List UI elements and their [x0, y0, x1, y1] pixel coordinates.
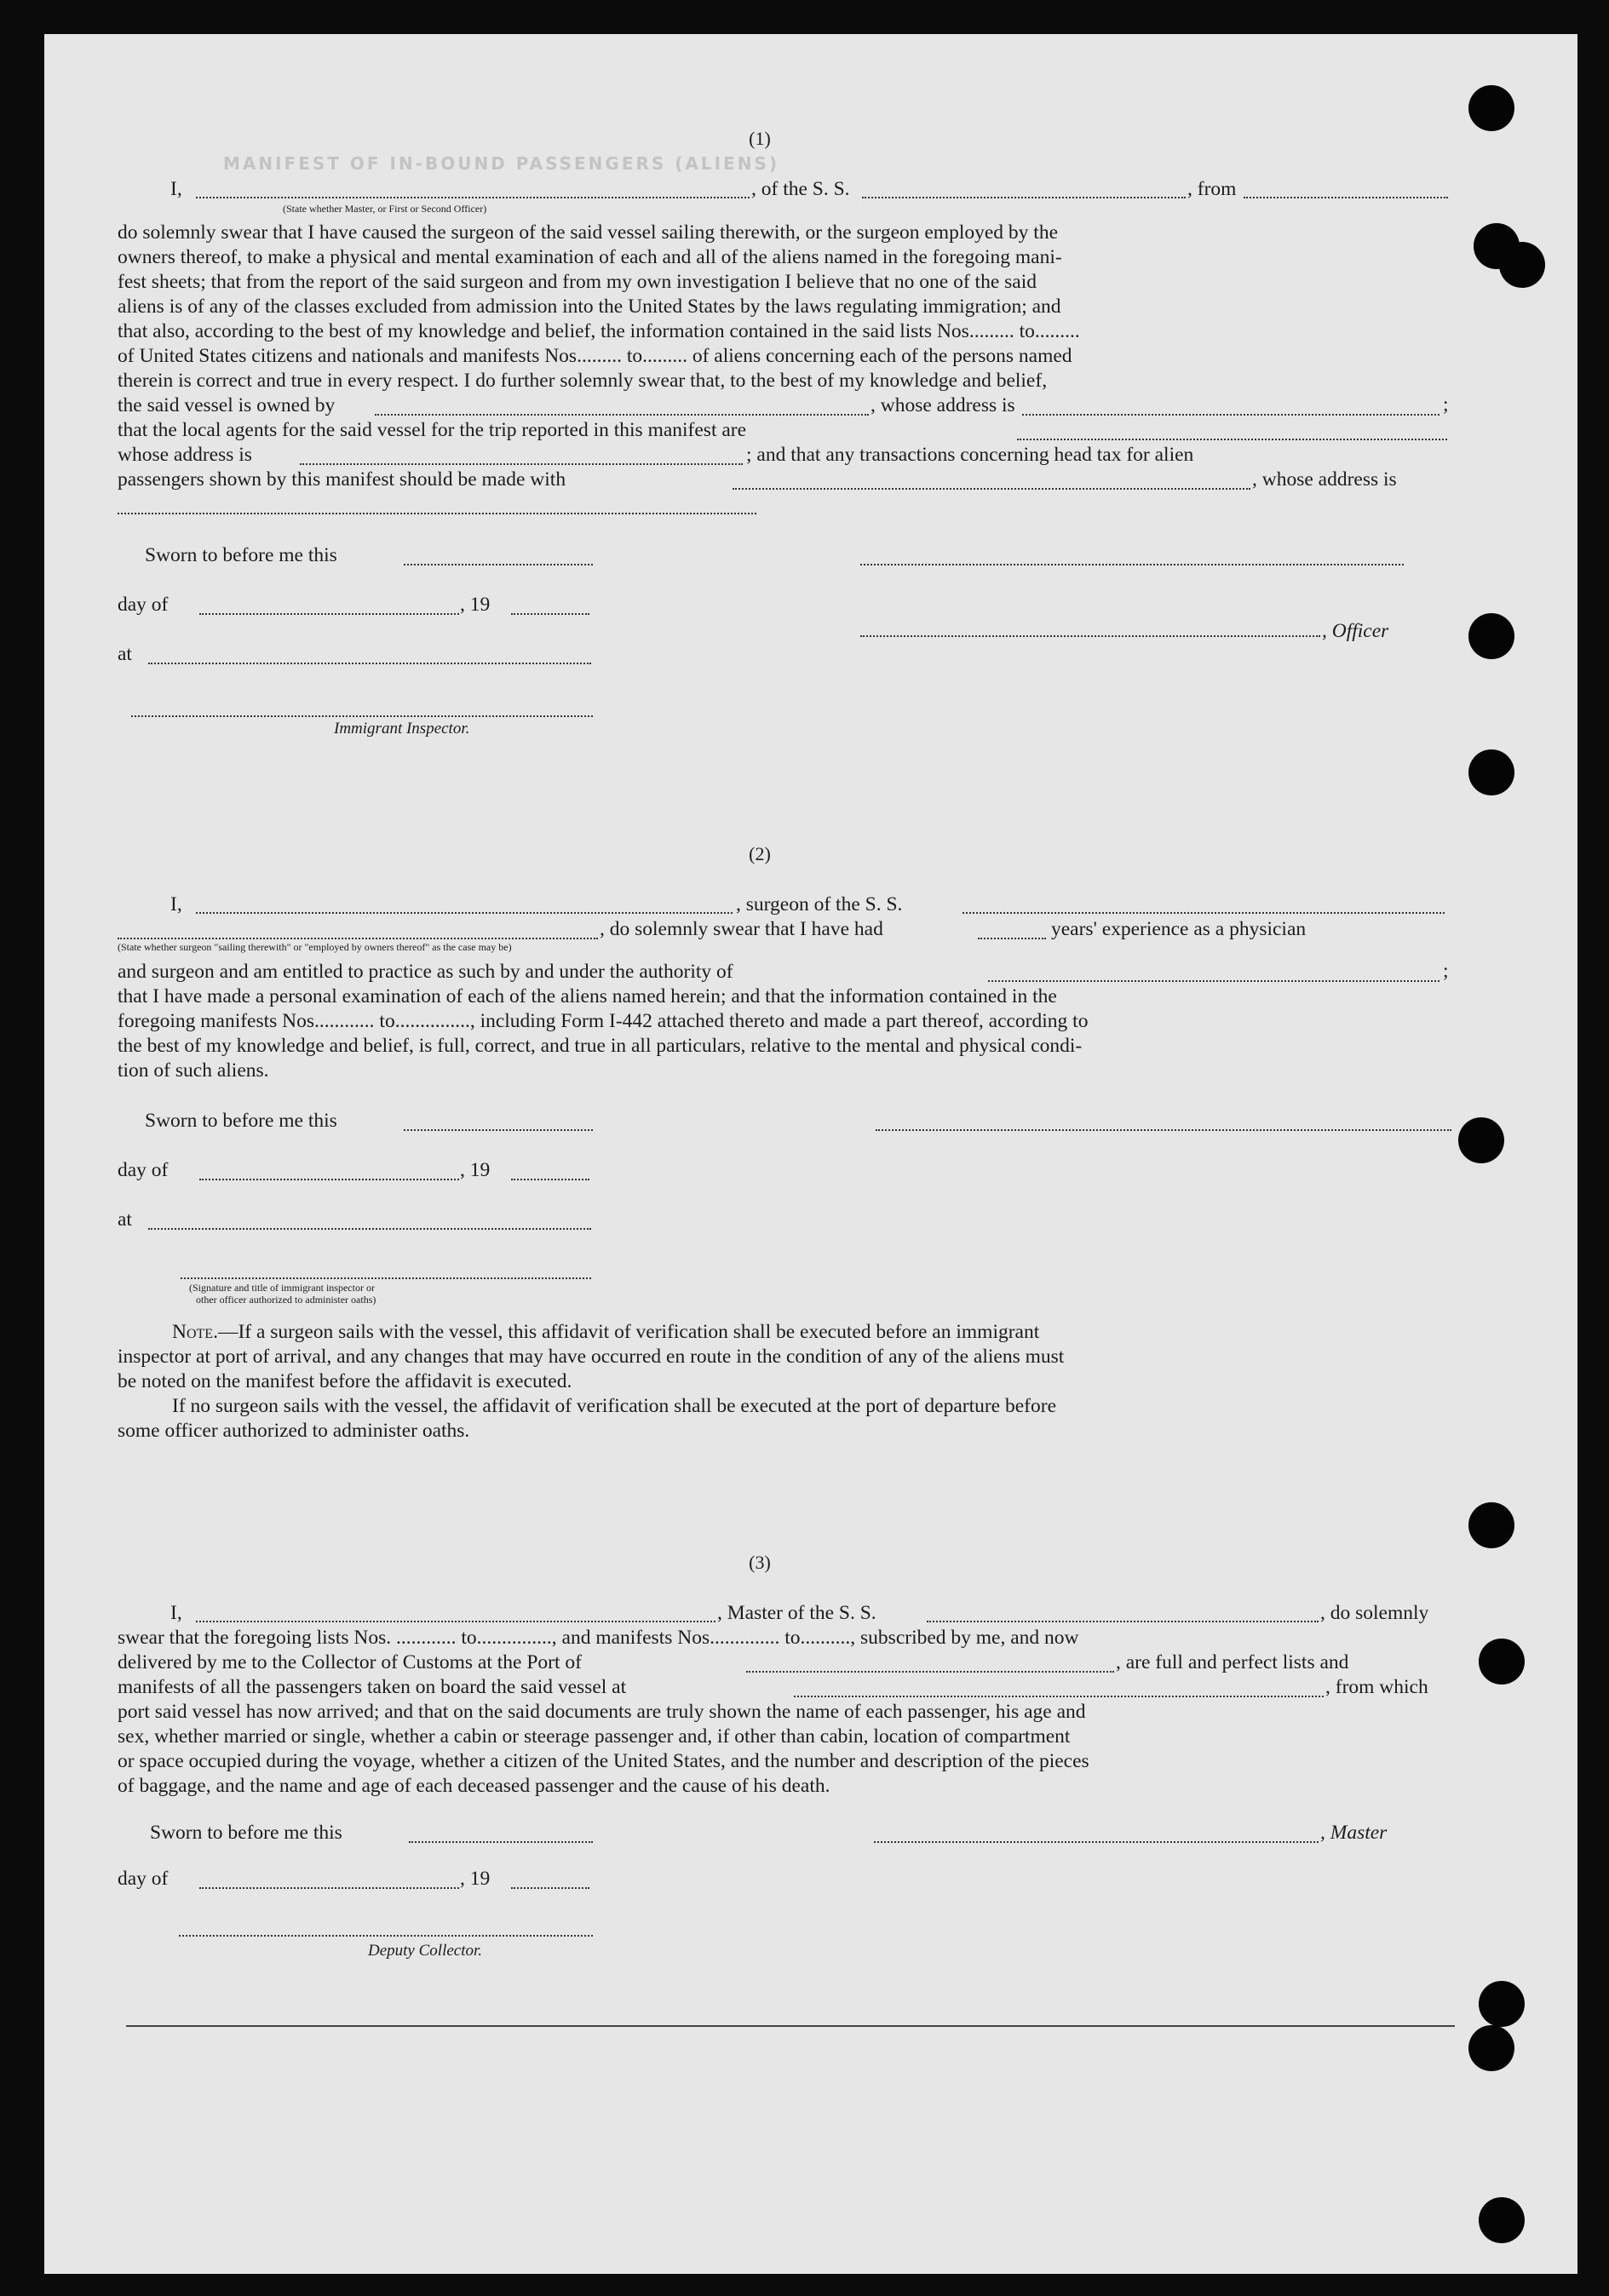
punch-hole	[1468, 749, 1514, 795]
s3-sworn-date-field[interactable]	[409, 1841, 593, 1843]
s1-headtax-address-label: , whose address is	[1252, 468, 1397, 491]
s2-years-label: years' experience as a physician	[1051, 918, 1307, 940]
s2-surgeon-label: , surgeon of the S. S.	[736, 893, 903, 916]
s2-day-of-label: day of	[118, 1159, 169, 1181]
s1-at-label: at	[118, 643, 132, 665]
s2-line1-i: I,	[170, 893, 182, 916]
s3-swear-label: , do solemnly	[1320, 1602, 1429, 1624]
s1-day-of-label: day of	[118, 594, 169, 616]
s1-para-line: of United States citizens and nationals and manifests Nos......... to......... of aliens concerning each of the persons named	[118, 345, 1072, 367]
s1-at-place-field[interactable]	[148, 663, 591, 664]
s3-vessel-at-label: manifests of all the passengers taken on board the said vessel at	[118, 1676, 627, 1698]
s3-year-field[interactable]	[511, 1887, 589, 1889]
s1-headtax-label: ; and that any transactions concerning head tax for alien	[746, 444, 1194, 466]
s2-surgeon-signature-field[interactable]	[876, 1129, 1451, 1131]
s3-line7: or space occupied during the voyage, whether a citizen of the United States, and the number and description of the pieces	[118, 1750, 1089, 1772]
s3-embark-port-field[interactable]	[794, 1696, 1324, 1697]
s3-year-label: , 19	[460, 1868, 491, 1890]
s2-authority-field[interactable]	[988, 980, 1439, 982]
s1-owner-address-field[interactable]	[1022, 414, 1439, 416]
s2-vessel-field[interactable]	[963, 912, 1445, 914]
s1-owner-field[interactable]	[375, 414, 869, 416]
s1-semicolon: ;	[1443, 393, 1449, 416]
s2-year-label: , 19	[460, 1159, 491, 1181]
s1-year-label: , 19	[460, 594, 491, 616]
section-3-number: (3)	[749, 1552, 771, 1573]
s2-officer-signature-field[interactable]	[181, 1277, 591, 1279]
s2-note-line4: If no surgeon sails with the vessel, the affidavit of verification shall be executed at the port of departure before	[172, 1395, 1056, 1417]
s2-surgeon-name-field[interactable]	[196, 912, 733, 914]
s1-headtax-party-field[interactable]	[733, 488, 1250, 490]
s2-semicolon: ;	[1443, 960, 1449, 982]
s3-line2: swear that the foregoing lists Nos. ............ to..............., and manifests Nos.............. to.........., subscribed by me, and now	[118, 1627, 1079, 1649]
form-paper	[44, 34, 1577, 2274]
s1-vessel-name-field[interactable]	[862, 197, 1186, 198]
s2-sig-note-line1: (Signature and title of immigrant inspector or	[189, 1282, 375, 1294]
s1-month-field[interactable]	[199, 613, 459, 615]
s1-master-name-field[interactable]	[196, 197, 750, 198]
s2-note-line5: some officer authorized to administer oaths.	[118, 1420, 470, 1442]
s2-note-label: Note.	[172, 1321, 218, 1343]
s2-surgeon-status-field[interactable]	[118, 938, 598, 939]
s1-line1-of: , of the S. S.	[751, 178, 850, 200]
s2-years-field[interactable]	[978, 938, 1046, 939]
s1-agents-address-label: whose address is	[118, 444, 252, 466]
s1-oath-paragraph	[118, 221, 1451, 393]
s1-agents-label: that the local agents for the said vessel for the trip reported in this manifest are	[118, 419, 747, 441]
s1-year-field[interactable]	[511, 613, 589, 615]
s1-owner-address-label: , whose address is	[871, 394, 1015, 416]
s3-port-field[interactable]	[746, 1671, 1114, 1673]
s1-note-master: (State whether Master, or First or Second Officer)	[283, 203, 487, 215]
s1-officer-title-field[interactable]	[860, 635, 1320, 637]
s2-at-label: at	[118, 1208, 132, 1231]
punch-hole	[1479, 1639, 1525, 1685]
punch-hole	[1468, 1502, 1514, 1548]
s1-para-line: therein is correct and true in every respect. I do further solemnly swear that, to the best of my knowledge and belief,	[118, 370, 1048, 392]
s1-officer-signature-field[interactable]	[860, 564, 1404, 565]
s3-from-which-label: , from which	[1325, 1676, 1428, 1698]
s3-perfect-label: , are full and perfect lists and	[1116, 1651, 1349, 1673]
s1-headtax-with-label: passengers shown by this manifest should be made with	[118, 468, 566, 491]
s2-sworn-label: Sworn to before me this	[145, 1110, 337, 1132]
s3-vessel-field[interactable]	[927, 1621, 1319, 1622]
s3-line8: of baggage, and the name and age of each deceased passenger and the cause of his death.	[118, 1775, 830, 1797]
s3-master-label: , Master of the S. S.	[717, 1602, 876, 1624]
s3-master-signature-field[interactable]	[874, 1841, 1319, 1843]
s1-para-line: fest sheets; that from the report of the said surgeon and from my own investigation I believe that no one of the said	[118, 271, 1037, 293]
s2-month-field[interactable]	[199, 1179, 459, 1180]
punch-hole	[1468, 85, 1514, 131]
s3-deputy-label: Deputy Collector.	[368, 1942, 483, 1960]
s1-para-line: owners thereof, to make a physical and mental examination of each and all of the aliens named in the foregoing mani-	[118, 246, 1062, 268]
s1-headtax-address-field[interactable]	[118, 513, 756, 514]
s2-para-line: the best of my knowledge and belief, is full, correct, and true in all particulars, relative to the mental and physical condi-	[118, 1035, 1083, 1057]
s1-sworn-date-field[interactable]	[404, 564, 593, 565]
s2-para-last-line: tion of such aliens.	[118, 1059, 269, 1082]
s3-deputy-signature-field[interactable]	[179, 1935, 593, 1937]
bottom-divider	[126, 2025, 1455, 2027]
s1-para-line: aliens is of any of the classes excluded from admission into the United States by the laws regulating immigration; and	[118, 296, 1061, 318]
s1-officer-label: , Officer	[1322, 620, 1389, 642]
s2-swear-label: , do solemnly swear that I have had	[600, 918, 883, 940]
s2-year-field[interactable]	[511, 1179, 589, 1180]
s3-sworn-label: Sworn to before me this	[150, 1822, 342, 1844]
s1-inspector-label: Immigrant Inspector.	[334, 720, 470, 738]
s2-oath-paragraph	[118, 984, 1451, 1059]
s1-para-line: that also, according to the best of my knowledge and belief, the information contained in the said lists Nos......... to.........	[118, 320, 1080, 342]
s2-note-line1	[172, 1320, 1039, 1345]
s3-day-of-label: day of	[118, 1868, 169, 1890]
s2-sig-note-line2: other officer authorized to administer oaths)	[196, 1294, 376, 1306]
s1-agents-address-field[interactable]	[300, 463, 743, 465]
s1-line1-i: I,	[170, 178, 182, 200]
s1-owner-label: the said vessel is owned by	[118, 394, 336, 416]
s2-para-line: that I have made a personal examination of each of the aliens named herein; and that the information contained in the	[118, 985, 1057, 1007]
s2-at-place-field[interactable]	[148, 1228, 591, 1230]
s3-master-name-field[interactable]	[196, 1621, 715, 1622]
s2-note-text: —If a surgeon sails with the vessel, this affidavit of verification shall be executed before an immigrant	[217, 1321, 1040, 1343]
punch-hole	[1499, 242, 1545, 288]
punch-hole	[1468, 2025, 1514, 2071]
s3-line5: port said vessel has now arrived; and that on the said documents are truly shown the name of each passenger, his age and	[118, 1701, 1086, 1723]
s2-note-line3: be noted on the manifest before the affidavit is executed.	[118, 1370, 572, 1392]
s1-from-port-field[interactable]	[1244, 197, 1448, 198]
s1-sworn-label: Sworn to before me this	[145, 544, 337, 566]
punch-hole	[1479, 2197, 1525, 2243]
section-2-number: (2)	[749, 843, 771, 864]
s3-master-title: , Master	[1320, 1822, 1388, 1844]
s2-authority-label: and surgeon and am entitled to practice as such by and under the authority of	[118, 961, 733, 983]
s3-line6: sex, whether married or single, whether a cabin or steerage passenger and, if other than cabin, location of compartment	[118, 1725, 1071, 1748]
s2-note-line2: inspector at port of arrival, and any changes that may have occurred en route in the condition of any of the aliens must	[118, 1346, 1065, 1368]
punch-hole	[1458, 1117, 1504, 1163]
s1-agents-field[interactable]	[1017, 439, 1447, 440]
s1-para-line: do solemnly swear that I have caused the surgeon of the said vessel sailing therewith, or the surgeon employed by the	[118, 221, 1059, 244]
s3-month-field[interactable]	[199, 1887, 459, 1889]
punch-hole	[1479, 1981, 1525, 2027]
s2-sworn-date-field[interactable]	[404, 1129, 593, 1131]
punch-hole	[1468, 613, 1514, 659]
s3-line1-i: I,	[170, 1602, 182, 1624]
faint-manifest-header: MANIFEST OF IN-BOUND PASSENGERS (ALIENS)	[223, 153, 779, 174]
s2-para-line: foregoing manifests Nos............ to..............., including Form I-442 attached thereto and made a part thereof, according to	[118, 1010, 1089, 1032]
s2-note-surgeon: (State whether surgeon "sailing therewith" or "employed by owners thereof" as the case may be)	[118, 941, 512, 953]
s1-line1-from: , from	[1187, 178, 1237, 200]
section-1-number: (1)	[749, 128, 771, 149]
s3-port-label: delivered by me to the Collector of Customs at the Port of	[118, 1651, 582, 1673]
s1-inspector-signature-field[interactable]	[131, 715, 593, 717]
